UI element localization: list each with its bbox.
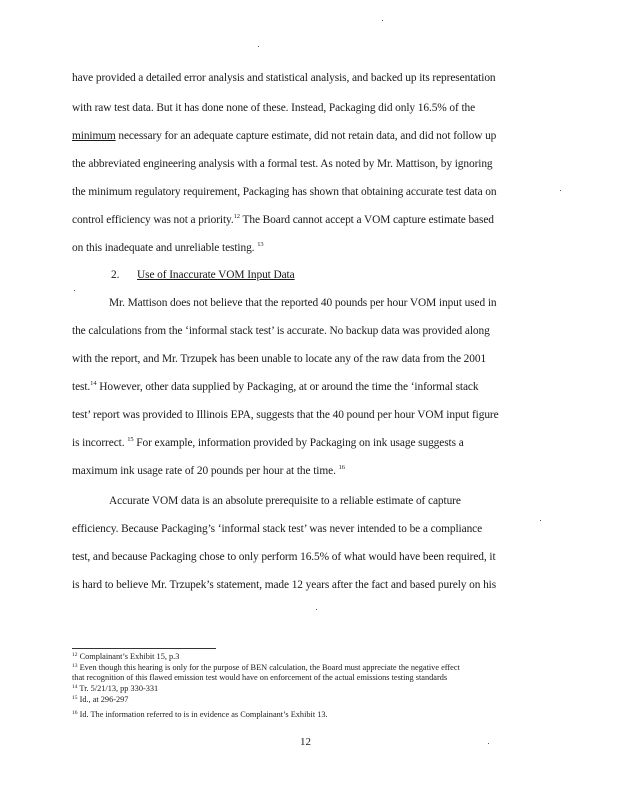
footnote-number: 14 [72, 684, 78, 690]
body-line [72, 129, 552, 143]
body-line [72, 380, 552, 394]
body-text: on this inadequate and unreliable testing. [72, 242, 258, 254]
footnote-ref[interactable]: 12 [233, 213, 240, 220]
body-line: Mr. Mattison does not believe that the reported 40 pounds per hour VOM input used in [109, 297, 497, 309]
body-text: maximum ink usage rate of 20 pounds per hour at the time. [72, 465, 339, 477]
body-line: Accurate VOM data is an absolute prerequisite to a reliable estimate of capture [109, 495, 461, 507]
footnote-ref[interactable]: 14 [90, 380, 97, 387]
footnote-separator [72, 648, 216, 649]
body-line [72, 213, 552, 227]
footnote-text: Id. The information referred to is in evidence as Complainant’s Exhibit 13. [77, 710, 328, 719]
body-text: test. [72, 381, 91, 393]
body-text: necessary for an adequate capture estimate, did not retain data, and did not follow up [115, 130, 497, 142]
section-title: Use of Inaccurate VOM Input Data [137, 269, 295, 281]
footnote-text: Complainant’s Exhibit 15, p.3 [77, 652, 180, 661]
footnote-text: Even though this hearing is only for the purpose of BEN calculation, the Board must appreciate the negative effect [77, 663, 460, 672]
footnote-text: Tr. 5/21/13, pp 330-331 [77, 684, 159, 693]
body-text: However, other data supplied by Packaging, at or around the time the ‘informal stack [96, 381, 479, 393]
body-text: For example, information provided by Packaging on ink usage suggests a [133, 437, 464, 449]
footnote-14 [72, 684, 552, 693]
body-line [72, 241, 552, 255]
footnote-15 [72, 695, 552, 704]
scan-speck [316, 609, 317, 610]
footnote-number: 12 [72, 652, 78, 658]
footnote-text: Id., at 296-297 [77, 695, 129, 704]
footnote-16 [72, 710, 552, 719]
underlined-word: minimum [72, 130, 116, 142]
footnote-12 [72, 652, 552, 661]
section-number: 2. [111, 269, 120, 281]
footnote-ref[interactable]: 13 [257, 241, 264, 248]
footnote-number: 13 [72, 663, 78, 669]
scan-speck [382, 20, 383, 21]
body-line: efficiency. Because Packaging’s ‘informal stack test’ was never intended to be a compliance [72, 523, 483, 535]
scan-speck [560, 190, 561, 191]
scan-speck [74, 290, 75, 291]
body-text: is incorrect. [72, 437, 128, 449]
footnote-ref[interactable]: 15 [127, 436, 134, 443]
body-line: the abbreviated engineering analysis with a formal test. As noted by Mr. Mattison, by ignoring [72, 158, 493, 170]
body-line: the minimum regulatory requirement, Packaging has shown that obtaining accurate test data on [72, 186, 497, 198]
footnote-number: 16 [72, 710, 78, 716]
body-line [72, 436, 552, 450]
body-line: with raw test data. But it has done none of these. Instead, Packaging did only 16.5% of the [72, 102, 476, 114]
page-number: 12 [300, 736, 311, 748]
scan-speck [540, 520, 541, 521]
footnote-13 [72, 663, 552, 672]
body-line: test’ report was provided to Illinois EPA, suggests that the 40 pound per hour VOM input figure [72, 409, 499, 421]
body-line [72, 464, 552, 478]
body-line: test, and because Packaging chose to only perform 16.5% of what would have been required, it [72, 551, 496, 563]
footnote-number: 15 [72, 695, 78, 701]
footnote-ref[interactable]: 16 [338, 464, 345, 471]
body-text: The Board cannot accept a VOM capture estimate based [239, 214, 494, 226]
body-line: have provided a detailed error analysis and statistical analysis, and backed up its representation [72, 72, 496, 84]
body-line: with the report, and Mr. Trzupek has been unable to locate any of the raw data from the 2001 [72, 353, 487, 365]
footnote-13-cont: that recognition of this flawed emission test would have on enforcement of the actual emissions testing standards [72, 673, 448, 682]
section-heading [111, 268, 591, 282]
body-text: control efficiency was not a priority. [72, 214, 234, 226]
scan-speck [258, 46, 259, 47]
scan-speck [488, 743, 489, 744]
body-line: is hard to believe Mr. Trzupek’s statement, made 12 years after the fact and based purely on his [72, 579, 497, 591]
body-line: the calculations from the ‘informal stack test’ is accurate. No backup data was provided along [72, 325, 490, 337]
